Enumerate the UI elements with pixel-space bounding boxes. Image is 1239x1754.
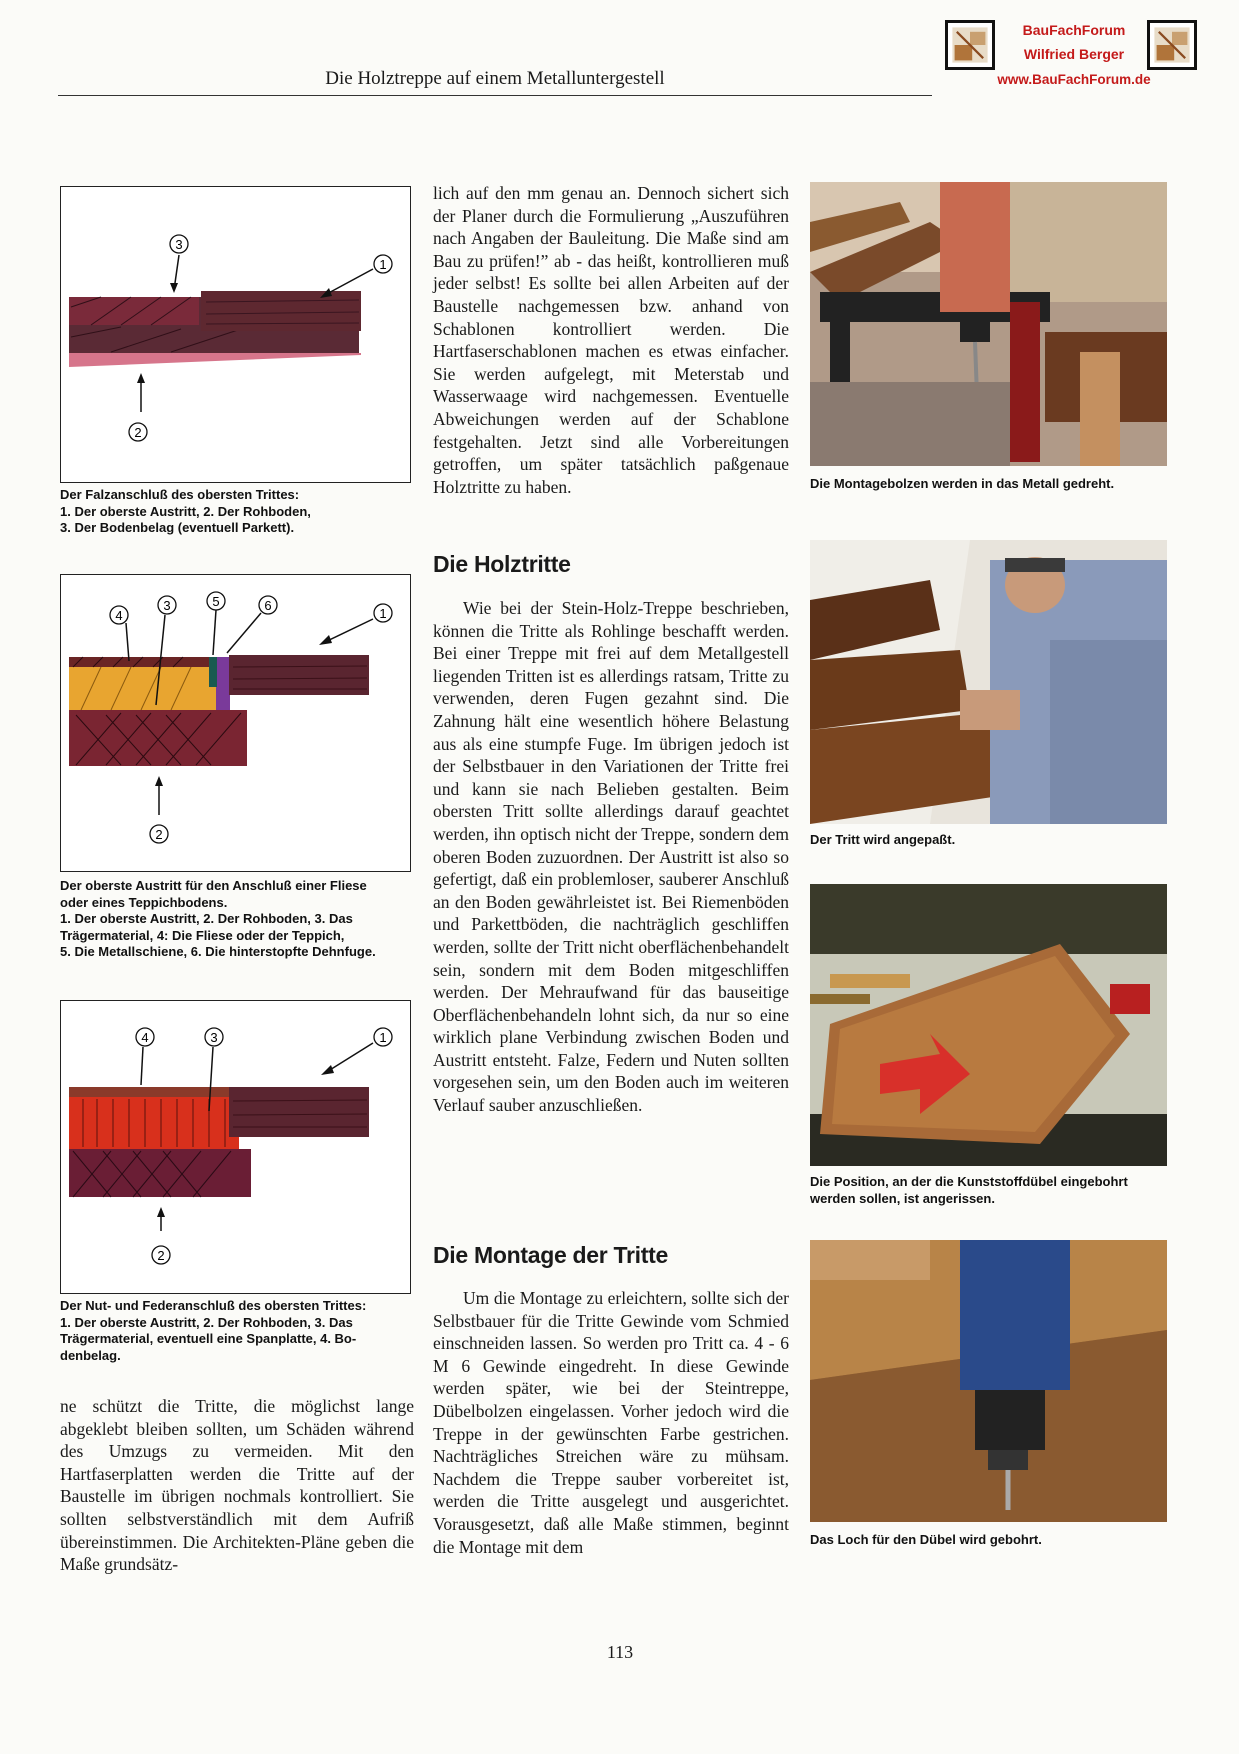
photo-caption-3: Die Position, an der die Kunststoffdübel eingebohrt werden sollen, ist angerissen. bbox=[810, 1174, 1128, 1206]
photo-loch-gebohrt bbox=[810, 1240, 1167, 1522]
fig2-label-6: 6 bbox=[264, 598, 272, 613]
fig2-label-3: 3 bbox=[163, 598, 171, 613]
figure-fliesenanschluss bbox=[60, 574, 411, 872]
forum-watermark bbox=[945, 14, 1203, 104]
photo-position-angerissen bbox=[810, 884, 1167, 1166]
forum-author: Wilfried Berger bbox=[1023, 46, 1125, 62]
heading-holztritte: Die Holztritte bbox=[433, 551, 571, 577]
photo-montagebolzen bbox=[810, 182, 1167, 466]
photo-tritt-anpassen bbox=[810, 540, 1167, 824]
figure-nut-feder-anschluss bbox=[60, 1000, 411, 1294]
photo-caption-4: Das Loch für den Dübel wird gebohrt. bbox=[810, 1532, 1042, 1547]
fig3-label-3: 3 bbox=[210, 1030, 218, 1045]
fig1-label-1: 1 bbox=[379, 257, 387, 272]
running-title: Die Holztreppe auf einem Metalluntergestell bbox=[325, 68, 665, 89]
forum-url[interactable]: www.BauFachForum.de bbox=[997, 72, 1151, 87]
middle-intro-text: lich auf den mm genau an. Dennoch sichert sich der Planer durch die Formulierung „Auszuführen nach Angaben der Bauleitung. Die Maße sind am Bau zu prüfen!” ab - das heißt, kontrollieren muß jeder selbst! Es sollte bei allen Arbeiten auf der Baustelle nachgemessen bzw. anhand von Schablonen kontrolliert werden. Die Hartfaserschablonen machen es etwas einfacher. Sie werden aufgelegt, mit Meterstab und Wasserwaage wird nachgemessen. Eventuelle Abweichungen werden auf der Schablone festgehalten. Jetzt sind alle Vorbereitungen getroffen, um später tatsächlich paßgenaue Holztritte zu haben. bbox=[433, 183, 789, 497]
fig1-label-2: 2 bbox=[134, 425, 142, 440]
figure-caption-1: Der Falzanschluß des obersten Trittes: 1. Der oberste Austritt, 2. Der Rohboden, 3. Der Bodenbelag (eventuell Parkett). bbox=[60, 487, 311, 535]
photo-caption-2: Der Tritt wird angepaßt. bbox=[810, 832, 956, 847]
fig2-label-1: 1 bbox=[379, 606, 387, 621]
left-column-text: ne schützt die Tritte, die möglichst lange abgeklebt bleiben sollten, um Schäden während des Umzugs zu vermeiden. Mit den Hartfaserplatten werden die Tritte auf der Baustelle im übrigen nochmals kontrolliert. Sie sollten selbstverständlich mit dem Aufriß übereinstimmen. Die Architekten-Pläne geben die Maße grundsätz- bbox=[60, 1396, 414, 1575]
fig3-label-4: 4 bbox=[141, 1030, 149, 1045]
figure-caption-2: Der oberste Austritt für den Anschluß einer Fliese oder eines Teppichbodens. 1. Der oberste Austritt, 2. Der Rohboden, 3. Das Trägermaterial, 4: Die Fliese oder der Teppich, 5. Die Metallschiene, 6. Die hinterstopfte Dehnfuge. bbox=[60, 878, 376, 959]
figure-falzanschluss bbox=[60, 186, 411, 483]
fig2-label-4: 4 bbox=[115, 608, 123, 623]
fig3-label-1: 1 bbox=[379, 1030, 387, 1045]
photo-caption-1: Die Montagebolzen werden in das Metall gedreht. bbox=[810, 476, 1115, 491]
forum-name: BauFachForum bbox=[1022, 22, 1126, 38]
header-rule bbox=[58, 95, 932, 96]
fig2-label-5: 5 bbox=[212, 594, 220, 609]
figure-caption-3: Der Nut- und Federanschluß des obersten Trittes: 1. Der oberste Austritt, 2. Der Rohboden, 3. Das Trägermaterial, eventuell eine Spanplatte, 4. Bo- denbelag. bbox=[60, 1298, 367, 1363]
fig3-label-2: 2 bbox=[157, 1248, 165, 1263]
fig2-label-2: 2 bbox=[155, 827, 163, 842]
heading-montage: Die Montage der Tritte bbox=[433, 1242, 668, 1268]
page-number: 113 bbox=[606, 1642, 634, 1662]
section-holztritte-text: Wie bei der Stein-Holz-Treppe beschrieben, können die Tritte als Rohlinge beschafft werden. Bei einer Treppe mit frei auf dem Metallgestell liegenden Tritten ist es allerdings ratsam, Tritte zu verwenden, deren Fugen gezahnt sind. Die Zahnung hält eine wesentlich höhere Belastung aus als eine stumpfe Fuge. Im übrigen jedoch ist der Selbstbauer in den Variationen der Tritte frei und kann sie nach Belieben gestalten. Beim obersten Tritt sollte allerdings darauf geachtet werden, ihn optisch nicht der Treppe, sondern dem oberen Boden zuzuordnen. Der Austritt ist also so gefertigt, daß ein problemloser, sauberer Anschluß an den Boden gewährleistet ist. Bei Riemenböden und Parkettböden, die nachträglich geschliffen werden, sollte der Tritt nicht oberflächenbehandelt sein, sondern mit dem Boden mitgeschliffen werden. Der Mehraufwand für das bauseitige Oberflächenbehandeln lohnt sich, da nur so eine wirklich plane Verbindung zwischen Boden und Austritt entsteht. Falze, Federn und Nuten sollten vorgesehen sein, um den Boden auch im weiteren Verlauf sauber anzuschließen. bbox=[433, 598, 789, 1116]
section-montage-text: Um die Montage zu erleichtern, sollte sich der Selbstbauer für die Tritte Gewinde vom Schmied einschneiden lassen. So werden pro Tritt ca. 4 - 6 M 6 Gewinde eingedreht. In diese Gewinde werden später, wie bei der Steintreppe, Dübelbolzen eingelassen. Vorher jedoch wird die Treppe in der gewünschten Farbe gestrichen. Nachträgliches Streichen wäre zu mühsam. Nachdem die Treppe sauber vorbereitet ist, werden die Tritte ausgelegt und ausgerichtet. Vorausgesetzt, daß alle Maße stimmen, beginnt die Montage mit dem bbox=[433, 1288, 789, 1557]
fig1-label-3: 3 bbox=[175, 237, 183, 252]
